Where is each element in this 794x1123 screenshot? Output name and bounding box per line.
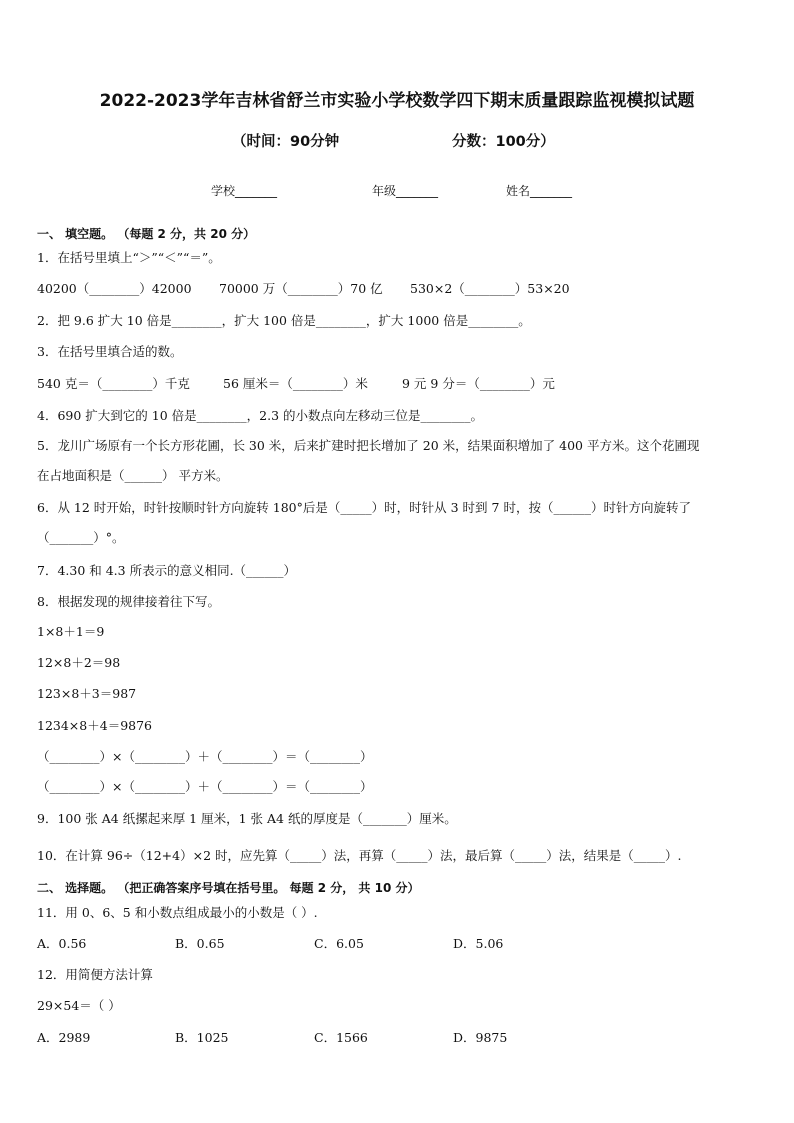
question-11: 11．用 0、6、5 和小数点组成最小的小数是（ ）.: [37, 905, 318, 920]
q11-option-d: D．5.06: [453, 936, 504, 951]
q12-option-c: C．1566: [314, 1030, 368, 1045]
pattern-blank-1: （________）×（________）＋（________）＝（________）: [37, 749, 373, 764]
q12-option-a: A．2989: [37, 1030, 91, 1045]
question-7: 7．4.30 和 4.3 所表示的意义相同.（______）: [37, 563, 297, 578]
question-1: 1．在括号里填上“＞”“＜”“＝”。: [37, 250, 221, 265]
q3-item-1: 540 克＝（________）千克: [37, 376, 190, 391]
q3-item-3: 9 元 9 分＝（________）元: [402, 376, 555, 391]
grade-field: 年级_______: [372, 184, 439, 198]
school-field: 学校_______: [211, 184, 278, 198]
question-10: 10．在计算 96÷（12+4）×2 时，应先算（_____）法，再算（_____）法，最后算（_____）法，结果是（_____）.: [37, 848, 682, 863]
question-5-cont: 在占地面积是（______） 平方米。: [37, 468, 229, 483]
question-6: 6．从 12 时开始，时针按顺时针方向旋转 180°后是（_____）时，时针从 3 时到 7 时，按（______）时针方向旋转了: [37, 500, 691, 515]
q11-option-b: B．0.65: [175, 936, 225, 951]
question-12: 12．用简便方法计算: [37, 967, 153, 982]
q3-item-2: 56 厘米＝（________）米: [223, 376, 368, 391]
pattern-line-1: 1×8＋1＝9: [37, 624, 105, 639]
q1-item-3: 530×2（________）53×20: [410, 281, 570, 296]
exam-time: （时间：90分钟: [232, 134, 340, 150]
pattern-blank-2: （________）×（________）＋（________）＝（________）: [37, 779, 373, 794]
exam-score: 分数：100分）: [452, 134, 555, 150]
pattern-line-4: 1234×8＋4＝9876: [37, 718, 153, 733]
question-5: 5．龙川广场原有一个长方形花圃，长 30 米，后来扩建时把长增加了 20 米，结果面积增加了 400 平方米。这个花圃现: [37, 438, 700, 453]
question-2: 2．把 9.6 扩大 10 倍是________，扩大 100 倍是________，扩大 1000 倍是________。: [37, 313, 531, 328]
q12-option-d: D．9875: [453, 1030, 508, 1045]
question-12-expression: 29×54＝（ ）: [37, 998, 121, 1013]
page-title: 2022-2023学年吉林省舒兰市实验小学校数学四下期末质量跟踪监视模拟试题: [99, 91, 695, 111]
question-9: 9．100 张 A4 纸摞起来厚 1 厘米，1 张 A4 纸的厚度是（_______）厘米。: [37, 811, 457, 826]
q11-option-a: A．0.56: [37, 936, 87, 951]
question-3: 3．在括号里填合适的数。: [37, 344, 183, 359]
q1-item-1: 40200（________）42000: [37, 281, 192, 296]
section-heading-fill-in: 一、 填空题。 （每题 2 分，共 20 分）: [37, 227, 256, 241]
question-4: 4．690 扩大到它的 10 倍是________，2.3 的小数点向左移动三位是________。: [37, 408, 483, 423]
question-8: 8．根据发现的规律接着往下写。: [37, 594, 220, 609]
question-6-cont: （_______）°。: [37, 530, 125, 545]
q11-option-c: C．6.05: [314, 936, 364, 951]
pattern-line-3: 123×8＋3＝987: [37, 686, 137, 701]
q12-option-b: B．1025: [175, 1030, 229, 1045]
name-field: 姓名_______: [506, 184, 573, 198]
section-heading-choice: 二、 选择题。 （把正确答案序号填在括号里。 每题 2 分， 共 10 分）: [37, 881, 420, 895]
pattern-line-2: 12×8＋2＝98: [37, 655, 121, 670]
q1-item-2: 70000 万（________）70 亿: [219, 281, 383, 296]
